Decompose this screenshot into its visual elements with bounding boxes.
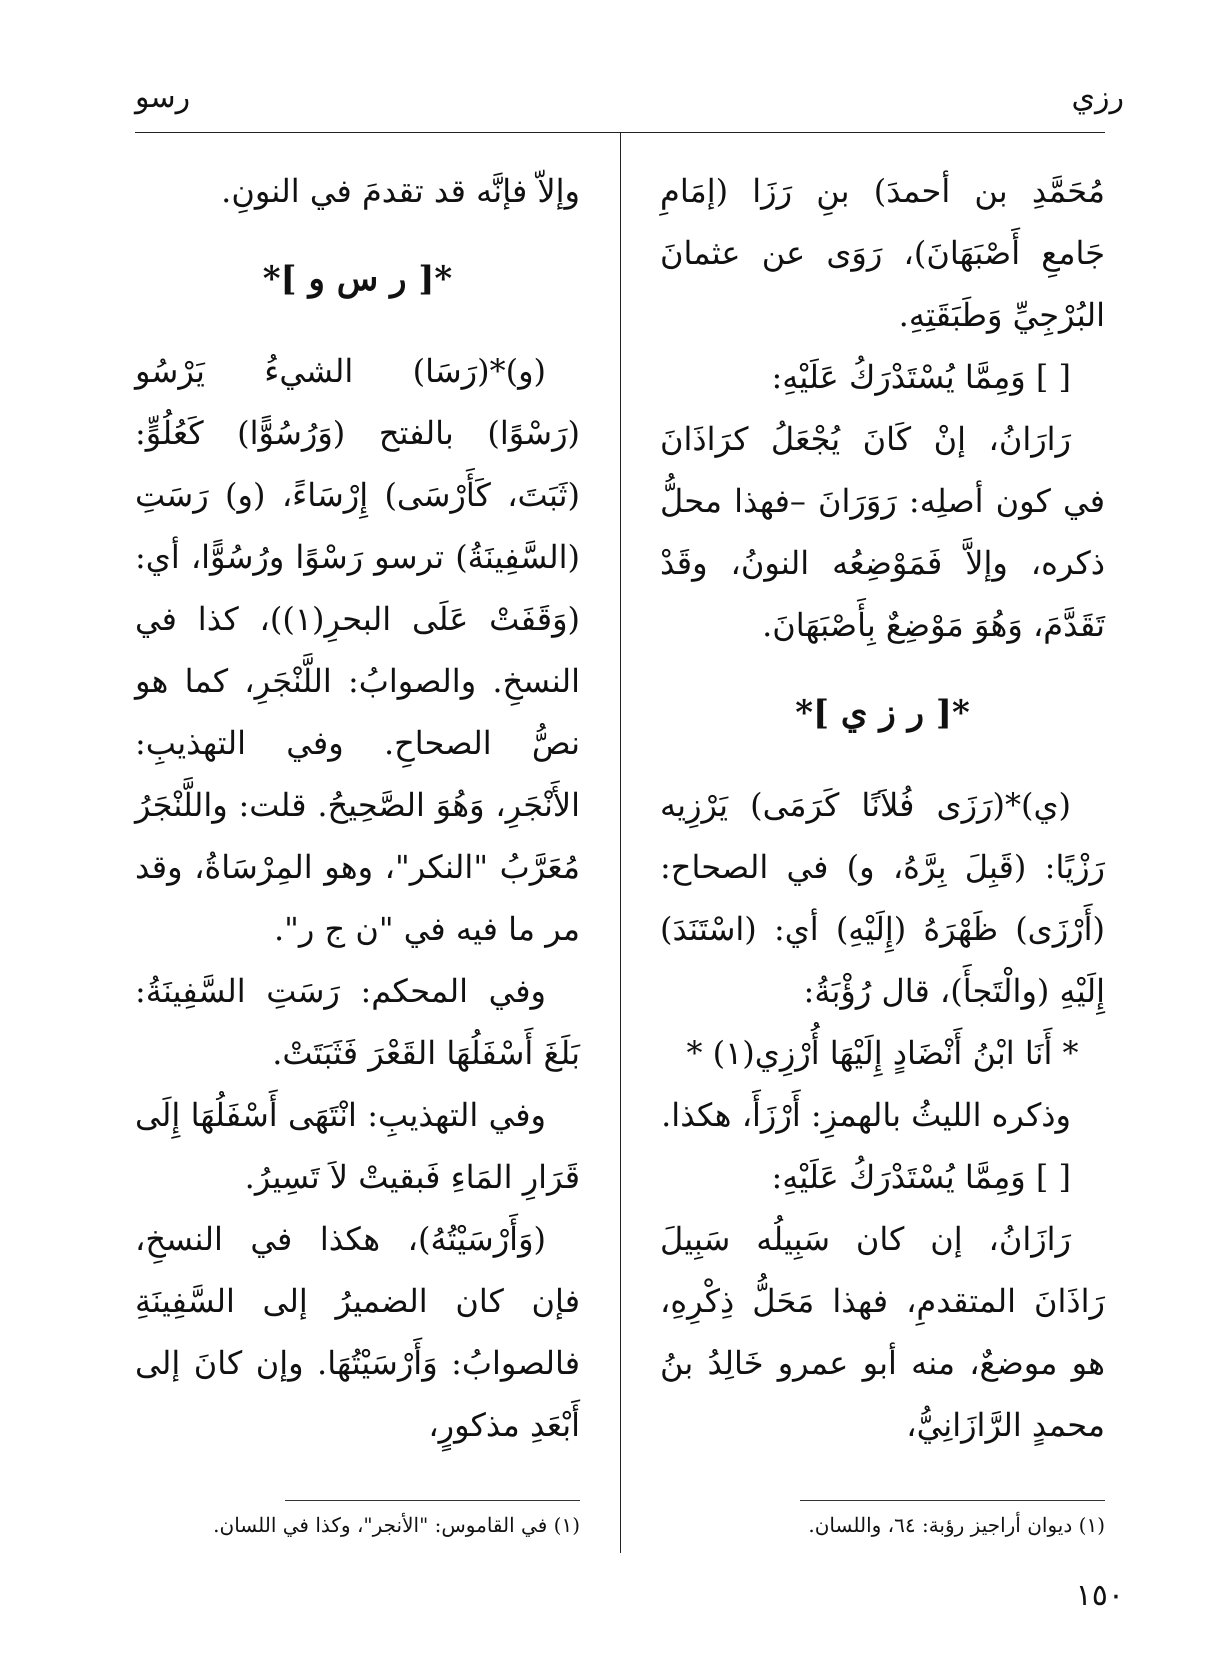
paragraph: وفي التهذيبِ: انْتَهَى أَسْفَلُهَا إِلَى قَرَارِ المَاءِ فَبقيتْ لاَ تَسِيرُ. xyxy=(135,1096,580,1196)
paragraph: [ ] وَمِمَّا يُسْتَدْرَكُ عَلَيْهِ: xyxy=(771,358,1071,396)
paragraph: وفي المحكم: رَسَتِ السَّفِينَةُ: بَلَغَ أَسْفَلُهَا القَعْرَ فَثَبَتَتْ. xyxy=(135,972,580,1072)
verse-line: * أَنَا ابْنُ أَنْضَادٍ إِلَيْهَا أُرْزِي(١) * xyxy=(686,1034,1079,1072)
column-divider xyxy=(620,133,621,1553)
paragraph: (وَأَرْسَيْتُهُ)، هكذا في النسخِ، فإن كان الضميرُ إلى السَّفِينَةِ فالصوابُ: وَأَرْسَيْتُهَا. وإن كانَ إلى أَبْعَدِ مذكورٍ، xyxy=(135,1220,580,1444)
paragraph: رَازَانُ، إن كان سَبِيلُه سَبِيلَ رَاذَانَ المتقدمِ، فهذا مَحَلُّ ذِكْرِهِ، هو موضعٌ، منه أبو عمرو خَالِدُ بنُ محمدٍ الرَّازَانِيُّ، xyxy=(660,1220,1105,1444)
footnote-right: (١) ديوان أراجيز رؤبة: ٦٤، واللسان. xyxy=(808,1513,1105,1537)
running-header-left: رسو xyxy=(135,80,191,115)
footnote-rule-left xyxy=(285,1500,580,1501)
paragraph: [ ] وَمِمَّا يُسْتَدْرَكُ عَلَيْهِ: xyxy=(771,1158,1071,1196)
entry-heading: *[ ر ز ي ]* xyxy=(795,693,970,733)
paragraph: وذكره الليثُ بالهمزِ: أَرْزَأَ، هكذا. xyxy=(661,1096,1071,1134)
paragraph: (ي)*(رَزَى فُلاَنًا كَرَمَى) يَرْزِيه رَزْيًا: (قَبِلَ بِرَّهُ، و) في الصحاح: (أَرْزَى) ظَهْرَهُ (إِلَيْهِ) أي: (اسْتَنَدَ) إِلَيْهِ (والْتَجأَ)، قال رُؤْبَةُ: xyxy=(660,786,1105,1010)
paragraph: (و)*(رَسَا) الشيءُ يَرْسُو (رَسْوًا) بالفتح (وَرُسُوًّا) كَعُلُوٍّ: (ثَبَتَ، كَأَرْسَى) إِرْسَاءً، (و) رَسَتِ (السَّفِينَةُ) ترسو رَسْوًا ورُسُوًّا، أي: (وَقَفَتْ عَلَى البحرِ(١))، كذا في النسخِ. والصوابُ: اللَّنْجَرِ، كما هو نصُّ الصحاحِ. وفي التهذيبِ: الأَنْجَرِ، وَهُوَ الصَّحِيحُ. قلت: واللَّنْجَرُ مُعَرَّبُ "النكر"، وهو المِرْسَاةُ، وقد مر ما فيه في "ن ج ر". xyxy=(135,352,581,948)
footnote-left: (١) في القاموس: "الأنجر"، وكذا في اللسان. xyxy=(213,1513,580,1537)
paragraph: مُحَمَّدِ بن أحمدَ) بنِ رَزَا (إمَامِ جَامعِ أَصْبَهَانَ)، رَوَى عن عثمانَ البُرْجِيِّ وَطَبَقَتِهِ. xyxy=(660,172,1105,334)
page-number: ١٥٠ xyxy=(1075,1578,1124,1613)
entry-heading: *[ ر س و ]* xyxy=(262,259,453,299)
left-column xyxy=(135,160,580,1456)
paragraph: رَارَانُ، إنْ كَانَ يُجْعَلُ كرَاذَانَ في كون أصلِه: رَوَرَانَ –فهذا محلُّ ذكره، وإلاَّ فَمَوْضِعُه النونُ، وقَدْ تَقَدَّمَ، وَهُوَ مَوْضِعٌ بِأَصْبَهَانَ. xyxy=(660,420,1105,644)
right-column xyxy=(660,160,1105,1456)
running-header-right: رزي xyxy=(1071,80,1124,115)
footnote-rule-right xyxy=(800,1500,1105,1501)
paragraph: وإلاّ فإنَّه قد تقدمَ في النونِ. xyxy=(221,172,580,210)
